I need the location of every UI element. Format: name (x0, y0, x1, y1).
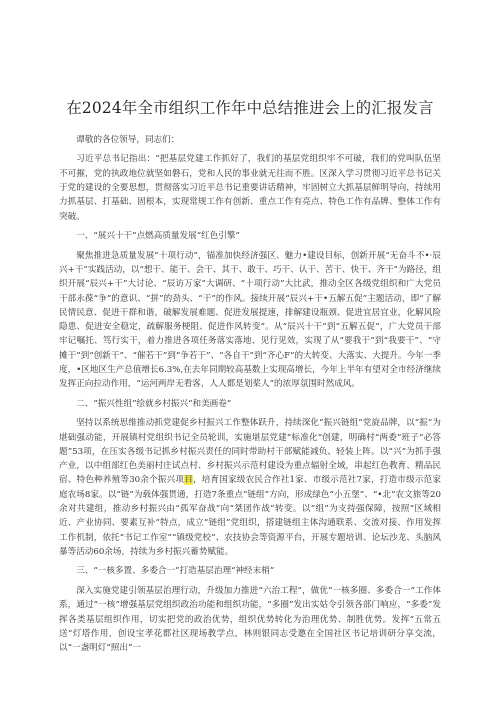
document-title: 在2024年全市组织工作年中总结推进会上的汇报发言 (66, 99, 434, 117)
section-2-paragraph (59, 416, 441, 559)
highlighted-text: 目 (184, 475, 193, 486)
section-1-heading: 一、“展兴十干”点燃高质量发展“红色引擎” (76, 231, 240, 242)
section-2-heading: 二、“振兴性组”绘就乡村振兴“和美画卷” (76, 398, 232, 409)
document-body (59, 133, 441, 661)
section-1-paragraph: 聚焦推进急质量发展“十项行动”，锚准加快经济强区、魅力•建设目标，创新开展“无奋斗不•·辰兴+干”实践活动，以“想干、能干、会干、其干、敢干、巧干、认干、苦干、快干、齐干”为路径，组织开展“辰兴+干”大讨论、“辰访万家”大调研、“十项行动”大比武，推动全区各级党组织和广大党员干部永葆“争”的意识、“拼”的劲头、“干”的作风。接续开展“辰兴+干•五解五促”主题活动，即“了解民情民意、促进干群和谐，破解发展难题、促进发展提速，排解建设瓶颈、促进宜居宜业，化解风险隐患、促进安全稳定，疏解服务梗阻、促进作风转变”。从“辰兴十干”到“五解五促”，广大党员干部牢记嘱托、笃行实干，着力推进各项任务落实落地、见行见效，实现了从“要我干”到“我要干”、“守摊干”到“创新干”、“催若干”到“争若干”、“各自干”到“齐心F”的大转变、大落实、大提升。今年一季度，•区地区生产总值增长6.3%,在去年同期较高基数上实现高增长，今年上半年有望对全市经济继续发挥正向拉动作用，“运河两岸无看客，人人都是划桨人”的浓厚氛围时然成风。 (59, 250, 442, 390)
section-3-heading: 三、“一核多置、多委合一”打造基层治理“神经末梢” (76, 566, 275, 577)
salutation: 谭敬的各位领导，同志们： (76, 135, 180, 145)
section-2-text-b: ，培育国家级农民合作社1家、市级示范社7家，打造市级示范家庭农场8家。以“链”为载体强贯通，打造7条重点“链组”方向，形成绿色“小五堡”、“•北”农文旅等20余对共建组，推动乡村振兴由“孤军奋战”向“桀团作战”转变。以“组”为支持强保障，按照“区域相近、产业协同、要素互补”特点，成立“链组”党组织，搭建链组主体沟通联系、交流对接、作用发挥工作机制，依托“书记工作室”“镇级党校”、农技协会等资源平台，开展专题培训、论坛沙龙、头脑风暴等活动60余场，持续为乡村振兴蓄势赋能。 (59, 475, 441, 557)
section-2-text-a: 坚持以系统思维推动抓党建促乡村振兴工作整体跃升，持续深化“振兴链组”党旋品牌，以“振”为堪础强动能，开展镇村党组织书记全员轮训，实施堪层党建“标准化”创建，明确村“两委”班子“必答题”53项，在压实各级书记抓乡村振兴责任的同时带助村干部赋能减负、轻装上阵。以“兴”为抓手强产业，以中组部红色美丽村庄试点村、乡村振兴示范村建设为重点辐射全域，串起红色教育、精品民宿、特色种养殖等30余个振兴项 (59, 418, 441, 486)
intro-paragraph: 习近平总书记指出：“把基层党建工作抓好了，我们的基层党组织牢不可破，我们的党叫队伍坚不可摧，党的执政地位就坚如磐石，党和人民的事业就无往而不胜。区深入学习贯彻习近平总书记关于党的建设的全要思想，贯彻落实习近平总书记重要讲话精神，牢固树立大抓基层鲜明导向，持续用力抓基层、打基础、固根本，实现常规工作有创新、重点工作有亮点、特色工作有品牌、整体工作有突破。 (59, 154, 441, 222)
section-3-paragraph: 深入实施党建引领基层治理行动，升级加力推进“六治工程”，做优“一核多圈、多委合一”工作体系，通过“一核”增强基层党组织政治功能和组织功能，“多圈”发出实姑令引领各部门响应，“多委”发挥各类基层组织作用，切实把党的政治优势，组织优势转化为治理优势、制胜优势。发挥“五常五送”灯塔作用，创设宝孝花都社区现场教学点，林则银同志受邀在全国社区书记培训研分享交流，以“一盏明灯”照出“一 (59, 585, 441, 654)
